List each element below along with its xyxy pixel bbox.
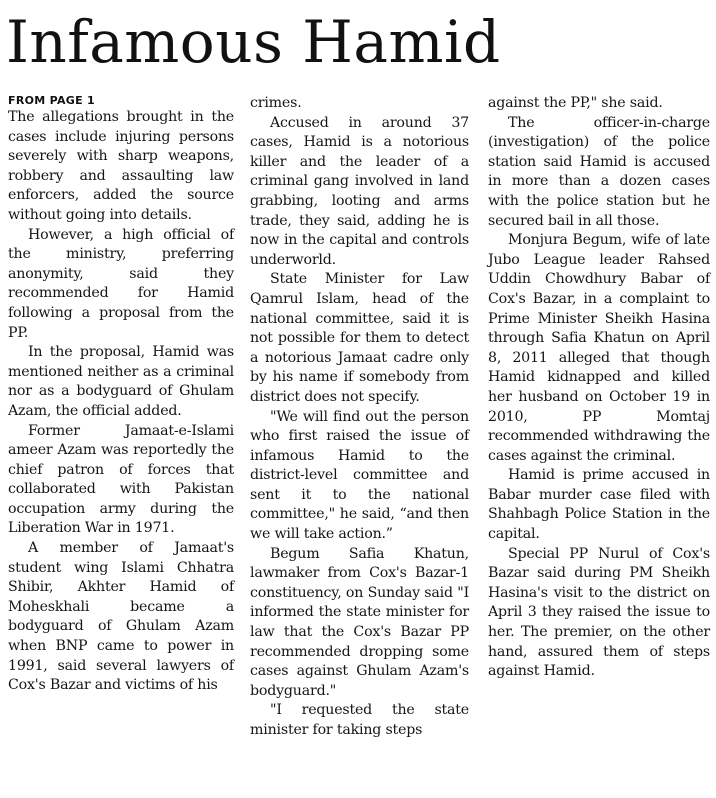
- paragraph: The allegations brought in the cases include injuring persons severely with sharp weapons, robbery and assaulting law enforcers, added the source without going into details.: [8, 109, 234, 223]
- article-column-2: [250, 94, 469, 741]
- paragraph: Former Jamaat-e-Islami ameer Azam was reportedly the chief patron of forces that collaborated with Pakistan occupation army during the Liberation War in 1971.: [8, 422, 234, 537]
- paragraph: Hamid is prime accused in Babar murder case filed with Shahbagh Police Station in the capital.: [488, 467, 710, 543]
- paragraph: A member of Jamaat's student wing Islami Chhatra Shibir, Akhter Hamid of Moheskhali became a bodyguard of Ghulam Azam when BNP came to power in 1991, said several lawyers of Cox's Bazar and victims of his: [8, 540, 234, 694]
- paragraph: "I requested the state minister for taking steps: [250, 702, 469, 738]
- headline: Infamous Hamid: [6, 8, 501, 76]
- paragraph-continued: against the PP," she said.: [488, 95, 663, 111]
- paragraph: In the proposal, Hamid was mentioned neither as a criminal nor as a bodyguard of Ghulam Azam, the official added.: [8, 344, 234, 419]
- paragraph: "We will find out the person who first raised the issue of infamous Hamid to the district-level committee and sent it to the national committee," he said, “and then we will take action.”: [250, 408, 469, 543]
- paragraph: However, a high official of the ministry, preferring anonymity, said they recommended for Hamid following a proposal from the PP.: [8, 226, 234, 341]
- article-column-1: [8, 94, 234, 696]
- paragraph-continued: crimes.: [250, 95, 302, 111]
- kicker-from-page-1: FROM PAGE 1: [8, 94, 96, 107]
- article-column-3: [488, 94, 710, 682]
- paragraph: Special PP Nurul of Cox's Bazar said during PM Sheikh Hasina's visit to the district on April 3 they raised the issue to her. The premier, on the other hand, assured them of steps against Hamid.: [488, 545, 710, 680]
- paragraph: The officer-in-charge (investigation) of the police station said Hamid is accused in more than a dozen cases with the police station but he secured bail in all those.: [488, 114, 710, 229]
- paragraph: Monjura Begum, wife of late Jubo League leader Rahsed Uddin Chowdhury Babar of Cox's Bazar, in a complaint to Prime Minister Sheikh Hasina through Safia Khatun on April 8, 2011 alleged that though Hamid kidnapped and killed her husband on October 19 in 2010, PP Momtaj recommended withdrawing the cases against the criminal.: [488, 232, 710, 464]
- paragraph: Accused in around 37 cases, Hamid is a notorious killer and the leader of a criminal gang involved in land grabbing, looting and arms trade, they said, adding he is now in the capital and controls underworld.: [250, 114, 469, 268]
- paragraph: Begum Safia Khatun, lawmaker from Cox's Bazar-1 constituency, on Sunday said "I informed the state minister for law that the Cox's Bazar PP recommended dropping some cases against Ghulam Azam's bodyguard.": [250, 545, 469, 699]
- paragraph: State Minister for Law Qamrul Islam, head of the national committee, said it is not possible for them to detect a notorious Jamaat cadre only by his name if somebody from district does not specify.: [250, 271, 469, 405]
